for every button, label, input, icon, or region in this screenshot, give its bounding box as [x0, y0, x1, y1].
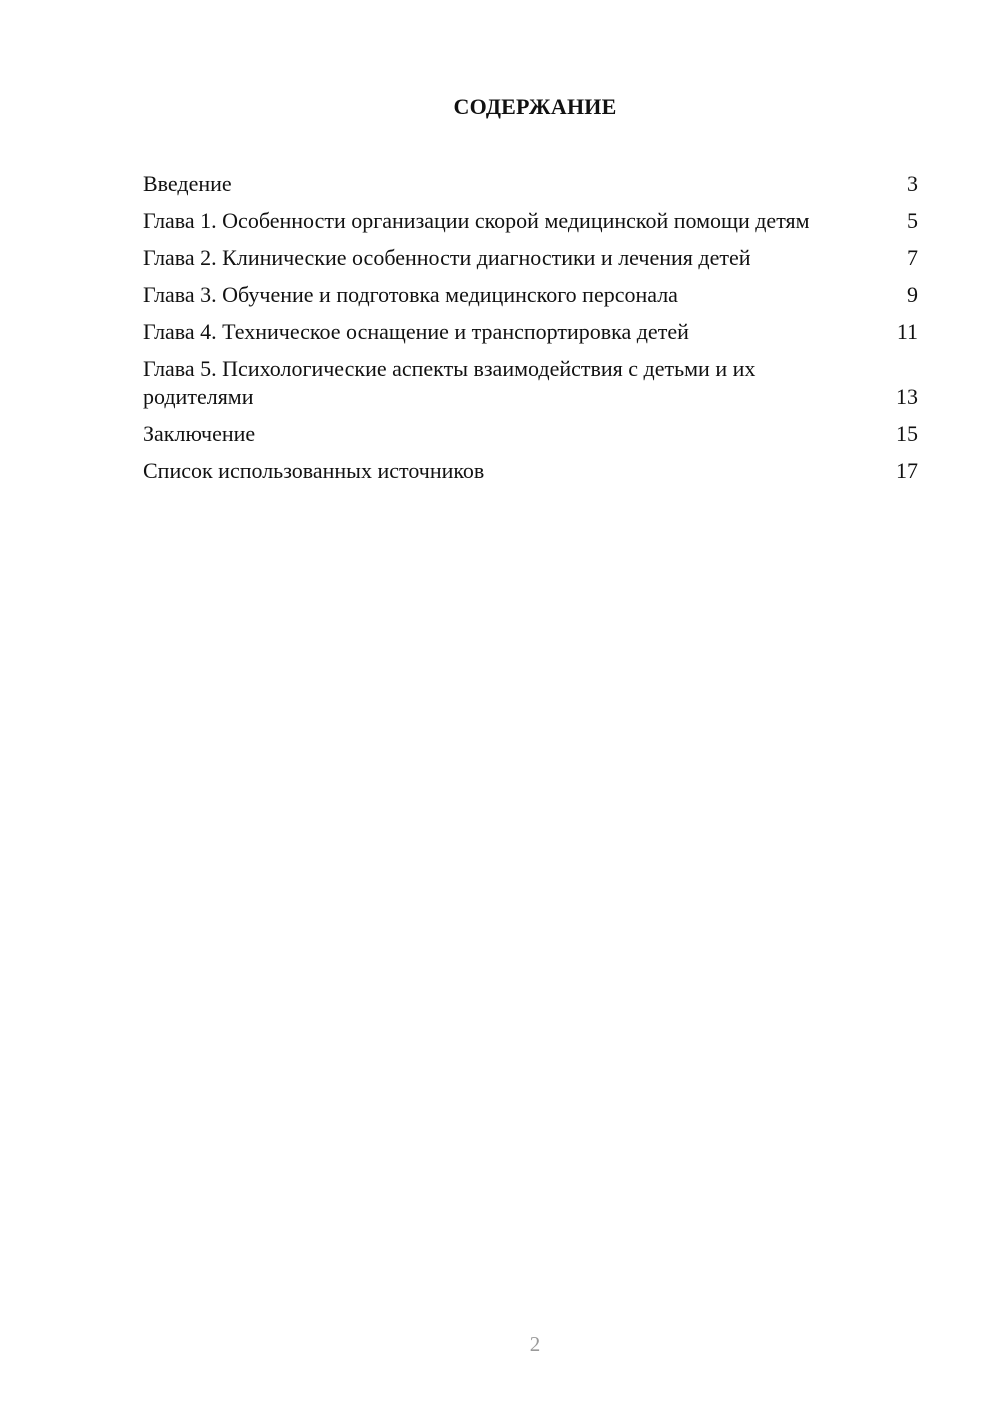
toc-entry-page: 7 — [907, 245, 918, 270]
toc-entry-chapter-5 — [143, 355, 918, 411]
toc-entry-introduction — [143, 170, 918, 198]
toc-entry-page: 17 — [896, 458, 918, 483]
toc-entry-page: 5 — [907, 208, 918, 233]
toc-entry-chapter-3 — [143, 281, 918, 309]
toc-entry-conclusion — [143, 420, 918, 448]
toc-entry-chapter-1 — [143, 207, 918, 235]
toc-entry-text: Глава 2. Клинические особенности диагностики и лечения детей — [143, 245, 751, 270]
toc-entry-page: 13 — [896, 384, 918, 409]
toc-entry-page: 9 — [907, 282, 918, 307]
table-of-contents — [143, 170, 918, 494]
toc-entry-text: Список использованных источников — [143, 458, 485, 483]
page-number: 2 — [529, 1332, 541, 1356]
toc-entry-page: 11 — [896, 319, 918, 344]
toc-entry-text: Глава 1. Особенности организации скорой медицинской помощи детям — [143, 208, 810, 233]
toc-entry-text: Глава 5. Психологические аспекты взаимодействия с детьми и их родителями — [143, 356, 756, 409]
page-title: СОДЕРЖАНИЕ — [453, 94, 617, 119]
toc-entry-chapter-2 — [143, 244, 918, 272]
toc-entry-text: Глава 4. Техническое оснащение и транспортировка детей — [143, 319, 689, 344]
toc-entry-page: 15 — [896, 421, 918, 446]
toc-entry-references — [143, 457, 918, 485]
toc-entry-chapter-4 — [143, 318, 918, 346]
toc-entry-page: 3 — [907, 171, 918, 196]
toc-entry-text: Заключение — [143, 421, 256, 446]
toc-entry-text: Введение — [143, 171, 232, 196]
toc-entry-text: Глава 3. Обучение и подготовка медицинского персонала — [143, 282, 678, 307]
